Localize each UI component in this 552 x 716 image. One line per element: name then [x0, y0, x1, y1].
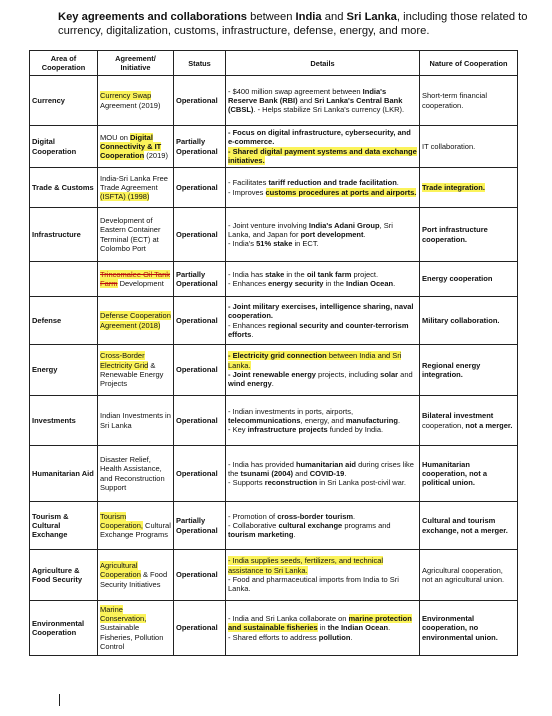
text-run: in [317, 623, 328, 633]
cell-nature [420, 601, 518, 656]
details-line [228, 221, 417, 240]
cell-nature [420, 126, 518, 168]
cell-status: Partially Operational [174, 262, 226, 297]
cell-agreement [98, 502, 174, 550]
text-cursor [59, 694, 60, 706]
cooperation-table [29, 50, 518, 656]
cell-status: Operational [174, 601, 226, 656]
cell-details [226, 126, 420, 168]
text-run: . [344, 468, 347, 478]
text-run: funded by India. [327, 425, 384, 435]
cell-agreement [98, 126, 174, 168]
text-run: energy security [268, 279, 324, 288]
text-run: IT collaboration. [422, 141, 476, 151]
text-run: Humanitarian cooperation, not a political union. [422, 459, 488, 488]
cell-area: Infrastructure [30, 208, 98, 262]
cell-status: Operational [174, 550, 226, 601]
text-run: India's Adani Group [308, 220, 380, 230]
cell-area: Environmental Cooperation [30, 601, 98, 656]
cell-area: Digital Cooperation [30, 126, 98, 168]
text-run: - Joint venture involving [228, 220, 309, 230]
details-line [228, 239, 417, 248]
text-run: and [398, 370, 413, 379]
details-line [228, 633, 417, 642]
table-row [30, 502, 518, 550]
cell-area: Currency [30, 76, 98, 126]
cell-details [226, 297, 420, 345]
cell-area: Agriculture & Food Security [30, 550, 98, 601]
text-run: humanitarian aid [295, 459, 356, 469]
col-header-nature: Nature of Cooperation [420, 51, 518, 76]
cell-details [226, 208, 420, 262]
col-header-details: Details [226, 51, 420, 76]
text-run: India's Reserve Bank (RBI) [228, 86, 387, 105]
text-run: Agricultural Cooperation [100, 561, 141, 580]
text-run: in ECT. [292, 239, 319, 249]
text-run: not a merger. [465, 420, 513, 430]
text-run: Regional energy integration. [422, 360, 481, 379]
details-line [228, 321, 417, 340]
table-row [30, 601, 518, 656]
cell-area: Trade & Customs [30, 168, 98, 208]
text-run: Trincomalee Oil Tank Farm [100, 269, 171, 288]
text-run: & Food Security Initiatives [100, 570, 168, 589]
cell-agreement [98, 208, 174, 262]
col-header-area: Area of Cooperation [30, 51, 98, 76]
details-line [228, 614, 417, 633]
details-line [228, 425, 417, 434]
text-run: Tourism Cooperation, [100, 511, 143, 530]
text-run: . [397, 415, 401, 425]
text-run: Indian Ocean [346, 279, 394, 288]
cell-nature [420, 550, 518, 601]
text-run: - Improves [228, 187, 266, 197]
text-run: cooperation, [422, 420, 466, 430]
cell-status: Operational [174, 446, 226, 502]
text-run: Marine Conservation, [100, 604, 147, 624]
cell-nature [420, 345, 518, 396]
text-run: project. [351, 269, 379, 279]
table-row [30, 396, 518, 446]
text-run: programs and [342, 520, 391, 530]
col-header-status: Status [174, 51, 226, 76]
text-run: Energy cooperation [422, 274, 493, 284]
text-run: . - Helps stabilize Sri Lanka's currency (LKR). [253, 105, 405, 115]
text-run: port development [300, 229, 364, 239]
table-row [30, 168, 518, 208]
cell-agreement [98, 396, 174, 446]
text-run: - Shared efforts to address [228, 632, 319, 642]
text-run: - Joint military exercises, intelligence sharing, naval cooperation. [228, 301, 414, 321]
text-run: - India supplies seeds, fertilizers, and technical assistance to Sri Lanka. [228, 556, 384, 575]
cell-agreement [98, 168, 174, 208]
details-line [228, 460, 417, 479]
cell-area [30, 262, 98, 297]
text-run: - Joint renewable energy [228, 370, 316, 379]
cell-nature [420, 262, 518, 297]
cell-status: Operational [174, 208, 226, 262]
details-line [228, 128, 417, 147]
cell-status: Operational [174, 168, 226, 208]
cell-agreement [98, 550, 174, 601]
text-run: - Indian investments in ports, airports, [228, 406, 354, 416]
heading-text-2: and [321, 11, 347, 23]
text-run: - Focus on digital infrastructure, cybersecurity, and e-commerce. [228, 127, 411, 147]
text-run: and [297, 95, 315, 105]
text-run: - $400 million swap agreement between [228, 86, 363, 96]
text-run: COVID-19 [309, 468, 345, 478]
text-run: India-Sri Lanka Free Trade Agreement [100, 173, 168, 192]
heading-text-1: between [247, 11, 296, 23]
document-heading [58, 10, 528, 38]
col-header-agreement: Agreement/ Initiative [98, 51, 174, 76]
cell-status: Operational [174, 345, 226, 396]
details-line [228, 270, 417, 279]
cell-details [226, 262, 420, 297]
text-run: in the [323, 279, 346, 288]
cell-details [226, 601, 420, 656]
text-run: Development [117, 279, 164, 288]
text-run: Currency Swap [100, 91, 152, 101]
details-line [228, 178, 417, 187]
text-run: wind energy [228, 379, 272, 389]
cell-status: Operational [174, 396, 226, 446]
text-run: Military collaboration. [422, 315, 500, 325]
text-run: Defense Cooperation Agreement (2018) [100, 311, 171, 330]
text-run: oil tank farm [306, 269, 352, 279]
text-run: Sri Lanka's Central Bank (CBSL) [228, 95, 403, 115]
cell-details [226, 550, 420, 601]
cell-area: Energy [30, 345, 98, 396]
cell-agreement [98, 345, 174, 396]
cell-details [226, 446, 420, 502]
cell-details [226, 396, 420, 446]
text-run: - Food and pharmaceutical imports from India to Sri Lanka. [228, 575, 399, 594]
cell-nature [420, 396, 518, 446]
text-run: regional security and counter-terrorism efforts [228, 320, 409, 339]
text-run: Disaster Relief, Health Assistance, and Reconstruction Support [100, 454, 165, 492]
text-run: Indian Investments in Sri Lanka [100, 411, 171, 430]
text-run: MOU on [100, 132, 131, 142]
text-run: . [393, 279, 396, 288]
text-run: tourism marketing [228, 530, 294, 540]
cell-area: Tourism & Cultural Exchange [30, 502, 98, 550]
text-run: the Indian Ocean [327, 623, 389, 633]
cell-nature [420, 446, 518, 502]
text-run: Agricultural cooperation, not an agricultural union. [422, 565, 505, 584]
text-run: in the [284, 269, 307, 279]
details-line [228, 575, 417, 594]
cell-nature [420, 208, 518, 262]
cell-nature [420, 502, 518, 550]
text-run: manufacturing [345, 415, 398, 425]
text-run: during crises like the [228, 459, 414, 478]
cell-area: Humanitarian Aid [30, 446, 98, 502]
text-run: telecommunications [228, 415, 301, 425]
cell-details [226, 168, 420, 208]
text-run: tsunami (2004) [240, 468, 294, 478]
details-line [228, 302, 417, 321]
text-run: - Key [228, 425, 248, 435]
table-row [30, 297, 518, 345]
text-run: marine protection and sustainable fisheries [228, 614, 412, 633]
text-run: - Electricity grid connection [228, 351, 327, 361]
text-run: cross-border tourism [277, 511, 354, 521]
text-run: reconstruction [264, 478, 318, 488]
details-line [228, 351, 417, 370]
table-header-row [30, 51, 518, 76]
text-run: Sustainable Fisheries, Pollution Control [100, 623, 164, 651]
text-run: and [293, 468, 310, 478]
table-row [30, 208, 518, 262]
heading-bold-1: Key agreements and collaborations [58, 11, 248, 23]
text-run: 51% stake [256, 239, 293, 249]
cell-agreement [98, 601, 174, 656]
text-run: (2019) [144, 151, 168, 161]
table-body [30, 76, 518, 656]
text-run: pollution [318, 632, 351, 642]
cell-nature [420, 297, 518, 345]
table-row [30, 76, 518, 126]
details-line [228, 407, 417, 426]
details-line [228, 188, 417, 197]
details-line [228, 478, 417, 487]
details-line [228, 556, 417, 575]
cell-agreement [98, 76, 174, 126]
text-run: tariff reduction and trade facilitation [268, 178, 397, 188]
details-line [228, 147, 417, 166]
text-run: - India has provided [228, 459, 296, 469]
text-run: . [396, 178, 399, 188]
text-run: Trade integration. [422, 182, 485, 192]
heading-bold-2: India [295, 11, 322, 23]
text-run: - Enhances [228, 320, 269, 330]
cell-details [226, 345, 420, 396]
cell-status: Operational [174, 76, 226, 126]
text-run: customs procedures at ports and airports. [265, 187, 417, 197]
table-row [30, 262, 518, 297]
text-run: . [353, 511, 356, 521]
heading-bold-3: Sri Lanka [346, 11, 397, 23]
table-row [30, 345, 518, 396]
table-row [30, 126, 518, 168]
text-run: infrastructure projects [247, 425, 328, 435]
details-line [228, 512, 417, 521]
text-run: , energy, and [300, 415, 346, 425]
details-line [228, 521, 417, 540]
text-run: between India and Sri Lanka. [228, 351, 402, 370]
text-run: - Facilitates [228, 178, 269, 188]
text-run: - India's [228, 239, 257, 249]
text-run: Bilateral investment [422, 411, 494, 421]
text-run: - Collaborative [228, 520, 279, 530]
cell-agreement [98, 446, 174, 502]
text-run: . [293, 530, 296, 540]
cell-nature [420, 168, 518, 208]
text-run: projects, including [315, 370, 381, 379]
text-run: . [363, 229, 366, 239]
cell-area: Investments [30, 396, 98, 446]
text-run: - Shared digital payment systems and data exchange initiatives. [228, 146, 417, 165]
cell-status: Partially Operational [174, 502, 226, 550]
text-run: - Promotion of [228, 511, 278, 521]
text-run: Digital Connectivity & IT Cooperation [100, 132, 162, 161]
cell-agreement [98, 297, 174, 345]
text-run: . [271, 379, 274, 389]
text-run: . [350, 632, 353, 642]
text-run: Agreement (2019) [100, 100, 161, 110]
text-run: & Renewable Energy Projects [100, 360, 164, 389]
text-run: Environmental cooperation, no environmental union. [422, 614, 498, 642]
table-row [30, 550, 518, 601]
cell-area: Defense [30, 297, 98, 345]
text-run: , Sri Lanka, and Japan for [228, 220, 393, 239]
table-row [30, 446, 518, 502]
text-run: solar [380, 370, 399, 379]
text-run: Cultural and tourism exchange, not a merger. [422, 516, 508, 535]
text-run: Cross-Border Electricity Grid [100, 351, 149, 370]
text-run: in Sri Lanka post-civil war. [317, 478, 406, 488]
text-run: Cultural Exchange Programs [100, 520, 171, 540]
cell-nature [420, 76, 518, 126]
text-run: cultural exchange [278, 520, 343, 530]
text-run: stake [265, 269, 285, 279]
details-line [228, 87, 417, 115]
text-run: - India and Sri Lanka collaborate on [228, 614, 349, 624]
details-line [228, 370, 417, 389]
heading-text-3: , including those related to currency, digitalization, customs, infrastructure, defense, energy, and more. [58, 11, 528, 37]
text-run: - India has [228, 269, 266, 279]
text-run: . [388, 623, 391, 633]
text-run: - Supports [228, 478, 265, 488]
cell-status: Operational [174, 297, 226, 345]
cell-details [226, 76, 420, 126]
text-run: - Enhances [228, 279, 269, 288]
text-run: Short-term financial cooperation. [422, 91, 488, 110]
cell-status: Partially Operational [174, 126, 226, 168]
details-line [228, 279, 417, 288]
text-run: Port infrastructure cooperation. [422, 225, 488, 244]
cell-agreement [98, 262, 174, 297]
cell-details [226, 502, 420, 550]
text-run: . [251, 329, 254, 339]
text-run: (ISFTA) (1998) [100, 192, 150, 202]
text-run: Development of Eastern Container Terminal (ECT) at Colombo Port [100, 215, 161, 253]
